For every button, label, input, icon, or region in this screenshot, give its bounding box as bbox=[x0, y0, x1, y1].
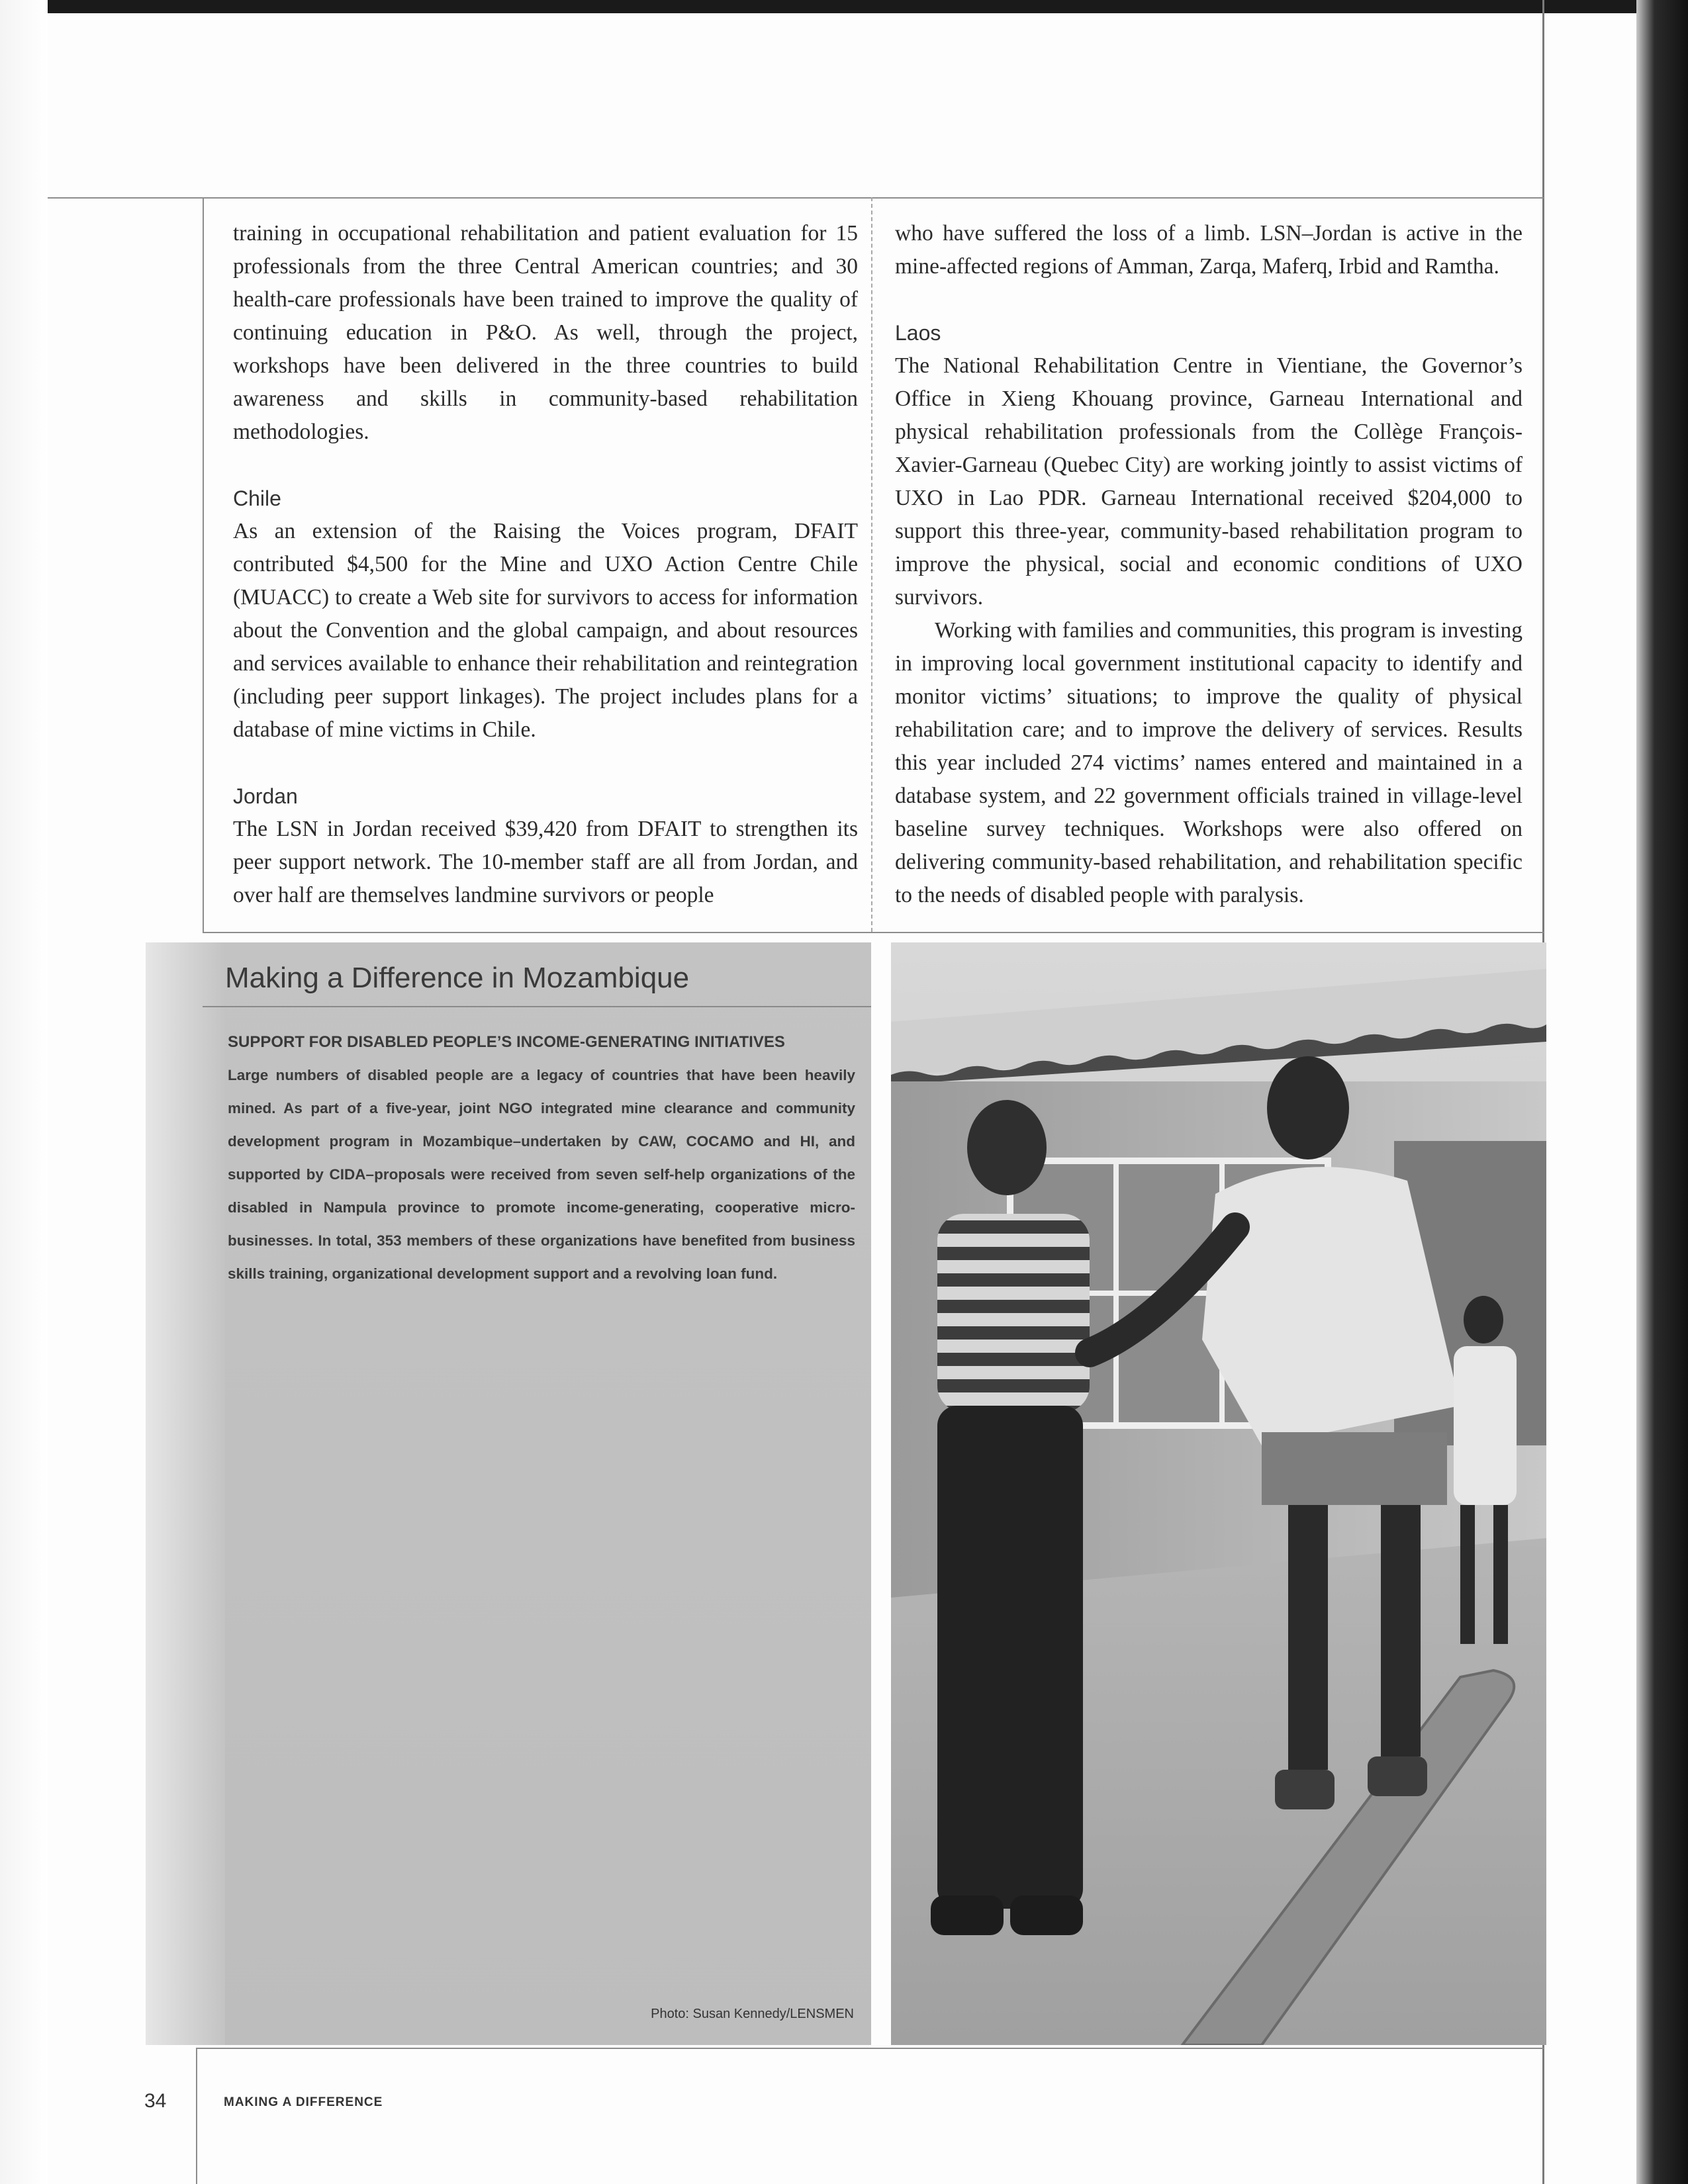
mid-frame-rule bbox=[203, 932, 1544, 933]
chile-heading: Chile bbox=[233, 486, 281, 510]
photo-credit: Photo: Susan Kennedy/LENSMEN bbox=[651, 2007, 854, 2021]
top-frame-rule bbox=[48, 197, 1544, 199]
scan-top-edge bbox=[0, 0, 1688, 13]
right-text-column bbox=[895, 217, 1523, 912]
scan-right-edge bbox=[1636, 0, 1688, 2184]
laos-heading: Laos bbox=[895, 321, 941, 345]
scan-left-margin bbox=[0, 0, 48, 2184]
bottom-frame-rule bbox=[196, 2048, 1544, 2049]
sidebar-subhead: SUPPORT FOR DISABLED PEOPLE’S INCOME-GENERATING INITIATIVES bbox=[228, 1033, 785, 1051]
sidebar-title: Making a Difference in Mozambique bbox=[225, 962, 690, 994]
laos-paragraph-1: The National Rehabilitation Centre in Vientiane, the Governor’s Office in Xieng Khouang province, Garneau International and physical rehabilitation professionals from the Collège François-Xavier-Garneau (Quebec City) are working jointly to assist victims of UXO in Lao PDR. Garneau International received $204,000 to support this three-year, community-based rehabilitation program to improve the physical, social and economic conditions of UXO survivors. bbox=[895, 353, 1523, 610]
sidebar-title-rule bbox=[203, 1006, 871, 1007]
column-divider bbox=[871, 197, 872, 932]
mozambique-photo bbox=[891, 942, 1546, 2045]
jordan-paragraph: The LSN in Jordan received $39,420 from DFAIT to strengthen its peer support network. The 10-member staff are all from Jordan, and over half are themselves landmine survivors or people bbox=[233, 817, 858, 907]
jordan-heading: Jordan bbox=[233, 784, 298, 808]
footer-section-label: MAKING A DIFFERENCE bbox=[224, 2095, 383, 2109]
sidebar-box-tab bbox=[146, 942, 225, 2045]
chile-paragraph: As an extension of the Raising the Voices program, DFAIT contributed $4,500 for the Mine and UXO Action Centre Chile (MUACC) to create a Web site for survivors to access for information about the Convention and the global campaign, and about resources and services available to enhance their rehabilitation and reintegration (including peer support linkages). The project includes plans for a database of mine victims in Chile. bbox=[233, 519, 858, 742]
laos-paragraph-2: Working with families and communities, this program is investing in improving local government institutional capacity to identify and monitor victims’ situations; to improve the quality of physical rehabilitation care; and to improve the delivery of services. Results this year included 274 victims’ names entered and maintained in a database system, and 22 government officials trained in village-level baseline survey techniques. Workshops were also offered on delivering community-based rehabilitation, and rehabilitation specific to the needs of disabled people with paralysis. bbox=[895, 618, 1523, 907]
left-text-column bbox=[233, 217, 858, 912]
page-number: 34 bbox=[144, 2090, 167, 2112]
intro-paragraph: training in occupational rehabilitation and patient evaluation for 15 professionals from the three Central American countries; and 30 health-care professionals have been trained to improve the quality of continuing education in P&O. As well, through the project, workshops have been delivered in the three countries to build awareness and skills in community-based rehabilitation methodologies. bbox=[233, 221, 858, 444]
sidebar-paragraph: Large numbers of disabled people are a legacy of countries that have been heavily mined. As part of a five-year, joint NGO integrated mine clearance and community development program in Mozambique–undertaken by CAW, COCAMO and HI, and supported by CIDA–proposals were received from seven self-help organizations of the disabled in Nampula province to promote income-generating, cooperative micro-businesses. In total, 353 members of these organizations have benefited from business skills training, organizational development support and a revolving loan fund. bbox=[228, 1067, 855, 1282]
footer-left-rule bbox=[196, 2048, 197, 2184]
left-frame-rule bbox=[203, 197, 204, 933]
jordan-continued-paragraph: who have suffered the loss of a limb. LSN–Jordan is active in the mine-affected regions of Amman, Zarqa, Maferq, Irbid and Ramtha. bbox=[895, 221, 1523, 279]
sidebar-body bbox=[228, 1026, 855, 1291]
